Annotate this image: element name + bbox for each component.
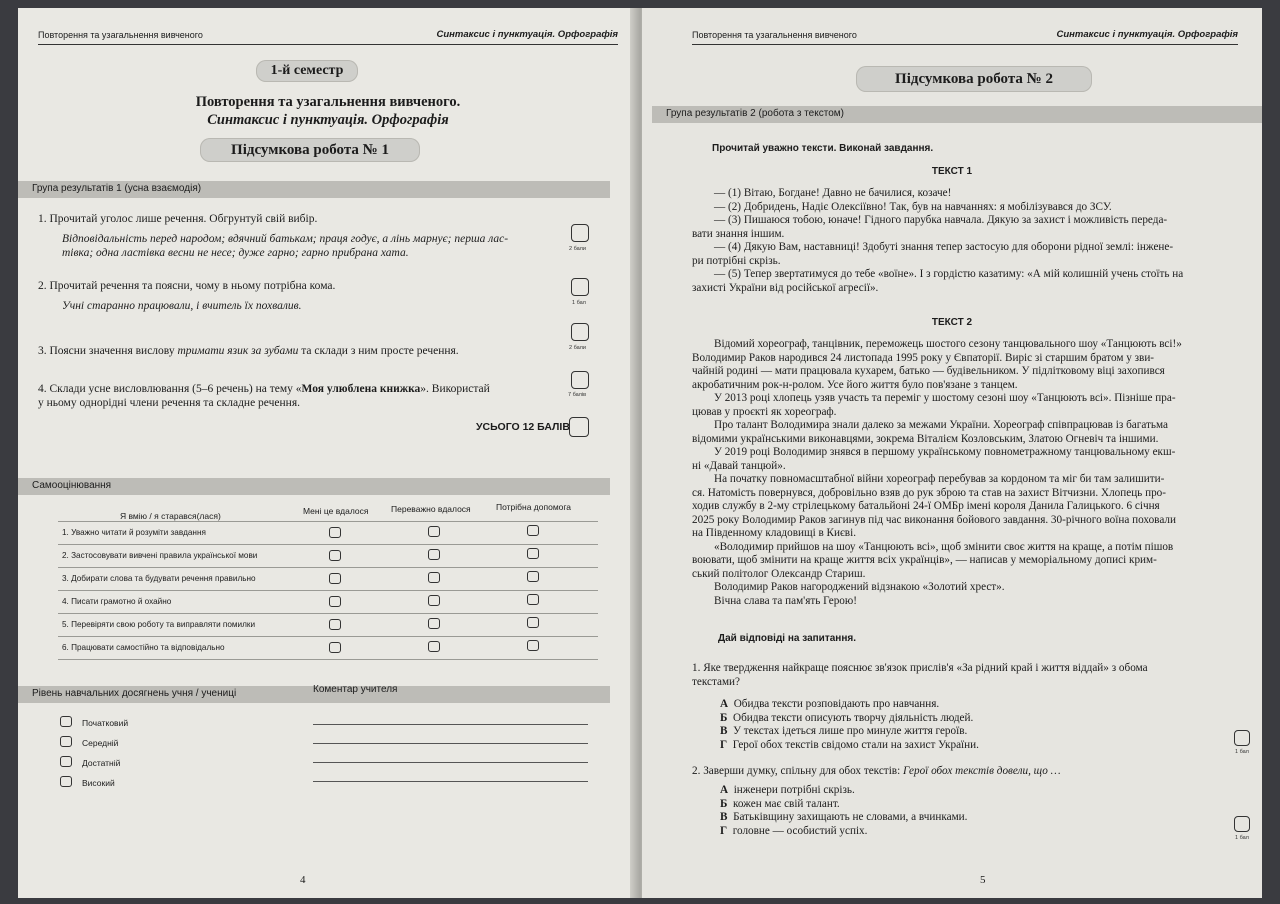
level-label-4: Високий — [82, 778, 115, 788]
points-1: 2 бали — [569, 246, 586, 252]
score-box-4[interactable] — [571, 371, 589, 389]
instruction: Прочитай уважно тексти. Виконай завдання. — [712, 143, 934, 154]
self-checkbox-4-1[interactable] — [329, 596, 341, 607]
option-a[interactable]: А інженери потрібні скрізь. — [720, 784, 855, 796]
text2-title: ТЕКСТ 2 — [931, 317, 973, 328]
level-checkbox-3[interactable] — [60, 756, 72, 767]
self-checkbox-5-2[interactable] — [428, 618, 440, 629]
question-1: 1. Яке твердження найкраще пояснює зв'язок прислів'я «За рідний край і життя віддай» з обома текстами? — [692, 662, 1148, 688]
level-checkbox-1[interactable] — [60, 716, 72, 727]
self-checkbox-1-3[interactable] — [527, 525, 539, 536]
comment-band-label: Коментар учителя — [313, 684, 398, 695]
option-b[interactable]: Б кожен має свій талант. — [720, 797, 840, 810]
self-checkbox-5-3[interactable] — [527, 617, 539, 628]
row-divider — [58, 659, 598, 660]
points-2: 1 бал — [572, 300, 586, 306]
self-row-3: 3. Добирати слова та будувати речення правильно — [62, 574, 256, 583]
self-checkbox-6-2[interactable] — [428, 641, 440, 652]
self-col-success: Мені це вдалося — [303, 506, 369, 516]
row-divider — [58, 590, 598, 591]
score-box-q1[interactable] — [1234, 730, 1250, 746]
answer-heading: Дай відповіді на запитання. — [718, 633, 856, 644]
page-number: 4 — [300, 874, 306, 886]
self-row-2: 2. Застосовувати вивчені правила української мови — [62, 551, 258, 560]
self-checkbox-3-2[interactable] — [428, 572, 440, 583]
row-divider — [58, 521, 598, 522]
option-v[interactable]: В У текстах ідеться лише про минуле життя героїв. — [720, 725, 968, 737]
running-head-left: Повторення та узагальнення вивченого — [692, 30, 857, 40]
semester-badge: 1-й семестр — [256, 60, 358, 82]
self-col-skill: Я вмію / я старався(лася) — [120, 511, 221, 521]
self-row-5: 5. Перевіряти свою роботу та виправляти помилки — [62, 620, 256, 629]
question-2: 2. Заверши думку, спільну для обох текстів: Герої обох текстів довели, що … — [692, 765, 1061, 777]
page-title: Повторення та узагальнення вивченого. — [195, 94, 461, 110]
self-checkbox-4-2[interactable] — [428, 595, 440, 606]
running-head-right: Синтаксис і пунктуація. Орфографія — [1056, 29, 1238, 40]
self-row-6: 6. Працювати самостійно та відповідально — [62, 643, 225, 652]
self-checkbox-2-3[interactable] — [527, 548, 539, 559]
points-4: 7 балів — [568, 392, 587, 398]
question-3: 3. Поясни значення вислову тримати язик за зубами та склади з ним просте речення. — [38, 345, 459, 357]
level-label-2: Середній — [82, 738, 119, 748]
self-row-4: 4. Писати грамотно й охайно — [62, 597, 172, 606]
score-box-2[interactable] — [571, 278, 589, 296]
text2-body: Відомий хореограф, танцівник, переможець шостого сезону танцювального шоу «Танцюють всі!» Володимир Раков народився 24 листопада 1995 року у Євпаторії. Виріс зі старшим братом у зви- чайній родині — мати працювала кухарем, батько — будівельником. У підлітковому віці захопився акробатичним рок-н-ролом. Усе його життя було пов'язане з танцем. У 2013 році хлопець узяв участь та переміг у шостому сезоні шоу «Танцюють всі». Пізніше пра- цював у проєкті як хореограф. Про талант Володимира знали далеко за межами України. Хореограф співпрацював із багатьма відомими українськими виконавцями, зокрема Віталієм Козловським, Златою Огневіч та іншими. У 2019 році Володимир знявся в першому українському повнометражному танцювальному екш- ні «Давай танцюй». На початку повномасштабної війни хореограф перебував за кордоном та міг би там залишити- ся. Натомість повернувся, добровільно взяв до рук зброю та став на захист Вітчизни. Хлопець про- ходив службу в 2-му стрілецькому батальйоні 24-ї ОМБр імені короля Данила Галицького. 6 січня 2025 року Володимир Раков загинув під час виконання бойового завдання. 30-річного воїна поховали на Південному кладовищі в Києві. «Володимир прийшов на шоу «Танцюють всі», щоб змінити своє життя на краще, а потім пішов воювати, щоб змінити на краще життя всіх українців», — написав у меморіальному дописі крим- ський політолог Олександр Стариш. Володимир Раков нагороджений відзнакою «Золотий хрест». Вічна слава та пам'ять Герою! — [692, 338, 1182, 607]
comment-line[interactable] — [313, 724, 588, 725]
self-checkbox-1-2[interactable] — [428, 526, 440, 537]
row-divider — [58, 613, 598, 614]
row-divider — [58, 544, 598, 545]
option-g[interactable]: Г Герої обох текстів свідомо стали на захист України. — [720, 738, 979, 751]
points-q2: 1 бал — [1235, 835, 1249, 841]
comment-line[interactable] — [313, 781, 588, 782]
score-box-q2[interactable] — [1234, 816, 1250, 832]
comment-line[interactable] — [313, 743, 588, 744]
level-label-1: Початковий — [82, 718, 129, 728]
self-checkbox-2-1[interactable] — [329, 550, 341, 561]
score-box-1[interactable] — [571, 224, 589, 242]
option-a[interactable]: А Обидва тексти розповідають про навчання. — [720, 698, 940, 710]
question-1-options — [720, 698, 1220, 752]
total-label: УСЬОГО 12 БАЛІВ — [476, 421, 570, 433]
points-q1: 1 бал — [1235, 749, 1249, 755]
page-subtitle: Синтаксис і пунктуація. Орфографія — [207, 112, 449, 128]
group-band: Група результатів 1 (усна взаємодія) — [18, 181, 610, 198]
question-2-text: Учні старанно працювали, і вчитель їх похвалив. — [62, 300, 302, 312]
total-score-box[interactable] — [569, 417, 589, 437]
comment-line[interactable] — [313, 762, 588, 763]
question-1: 1. Прочитай уголос лише речення. Обгрунтуй свій вибір. — [38, 213, 318, 225]
score-box-3[interactable] — [571, 323, 589, 341]
text1-title: ТЕКСТ 1 — [931, 166, 973, 177]
left-page — [18, 8, 638, 898]
running-head — [38, 28, 618, 45]
level-band — [18, 686, 610, 703]
self-checkbox-3-3[interactable] — [527, 571, 539, 582]
points-3: 2 бали — [569, 345, 586, 351]
self-checkbox-2-2[interactable] — [428, 549, 440, 560]
running-head — [692, 28, 1238, 45]
right-page — [642, 8, 1262, 898]
running-head-left: Повторення та узагальнення вивченого — [38, 30, 203, 40]
work-title: Підсумкова робота № 2 — [856, 66, 1092, 92]
question-2-options — [720, 784, 1220, 838]
question-2: 2. Прочитай речення та поясни, чому в ньому потрібна кома. — [38, 280, 336, 292]
self-col-help: Потрібна допомога — [496, 502, 572, 512]
page-number: 5 — [980, 874, 986, 886]
level-label-3: Достатній — [82, 758, 121, 768]
question-1-text: Відповідальність перед народом; вдячний батькам; праця годує, а лінь марнує; перша лас- тівка; одна ластівка весни не несе; дуже гарно; гарно прибрана хата. — [62, 233, 509, 259]
level-checkbox-2[interactable] — [60, 736, 72, 747]
question-4: 4. Склади усне висловлювання (5–6 речень) на тему «Моя улюблена книжка». Використай у ньому однорідні члени речення та складне речення. — [38, 383, 490, 409]
self-row-1: 1. Уважно читати й розуміти завдання — [62, 528, 206, 537]
level-band-label: Рівень навчальних досягнень учня / учениці — [32, 688, 237, 699]
option-v[interactable]: В Батьківщину захищають не словами, а вчинками. — [720, 811, 968, 823]
self-checkbox-4-3[interactable] — [527, 594, 539, 605]
self-checkbox-3-1[interactable] — [329, 573, 341, 584]
self-checkbox-5-1[interactable] — [329, 619, 341, 630]
self-assessment-band: Самооцінювання — [18, 478, 610, 495]
group-band: Група результатів 2 (робота з текстом) — [652, 106, 1262, 123]
option-b[interactable]: Б Обидва тексти описують творчу діяльність людей. — [720, 711, 974, 724]
row-divider — [58, 567, 598, 568]
self-checkbox-6-1[interactable] — [329, 642, 341, 653]
running-head-right: Синтаксис і пунктуація. Орфографія — [436, 29, 618, 40]
row-divider — [58, 636, 598, 637]
option-g[interactable]: Г головне — особистий успіх. — [720, 824, 868, 837]
level-checkbox-4[interactable] — [60, 776, 72, 787]
text1-body: — (1) Вітаю, Богдане! Давно не бачилися, козаче! — (2) Добридень, Надіє Олексіївно! Так, був на навчаннях: я мобілізувався до ЗСУ. — (3) Пишаюся тобою, юначе! Гідного парубка навчала. Дякую за захист і можливість переда- вати знання іншим. — (4) Дякую Вам, наставниці! Здобуті знання тепер застосую для оборони рідної землі: інжене- ри потрібні скрізь. — (5) Тепер звертатимуся до тебе «воїне». І з гордістю казатиму: «А мій колишній учень стоїть на захисті України від російської агресії». — [692, 187, 1184, 294]
work-title: Підсумкова робота № 1 — [200, 138, 420, 162]
self-col-mostly: Переважно вдалося — [391, 504, 471, 514]
self-checkbox-1-1[interactable] — [329, 527, 341, 538]
self-checkbox-6-3[interactable] — [527, 640, 539, 651]
